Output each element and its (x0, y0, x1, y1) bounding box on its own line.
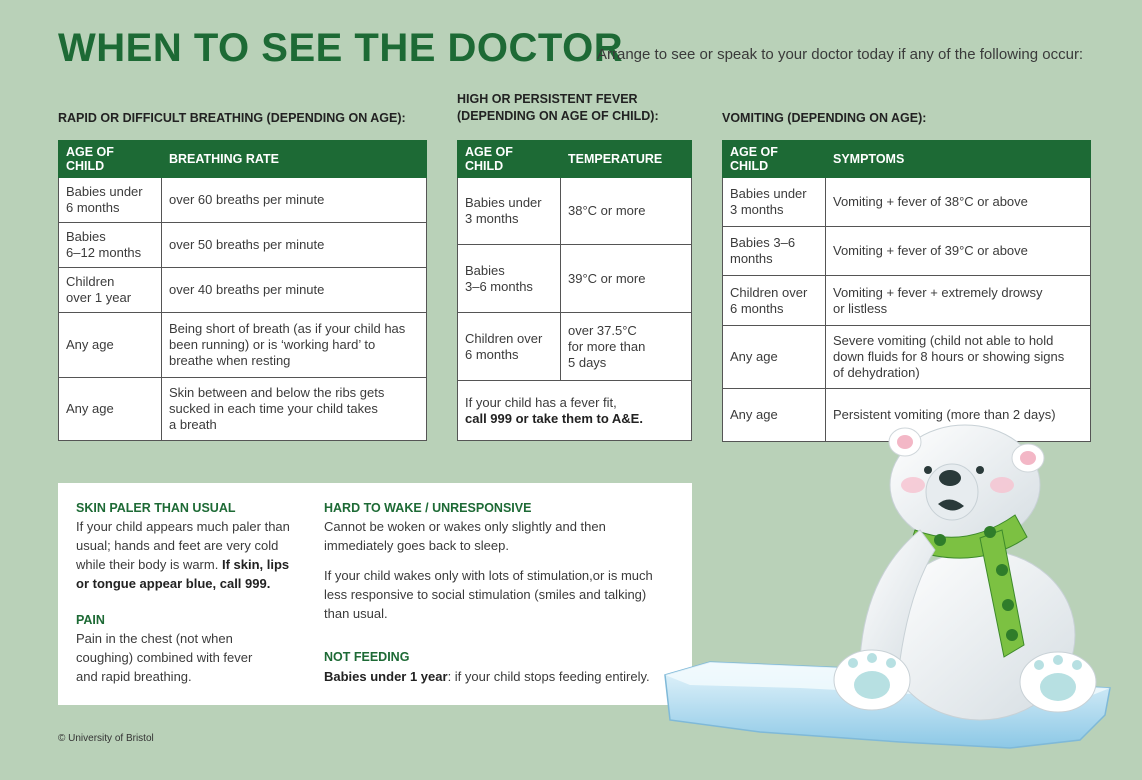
table-row (59, 268, 427, 313)
value-cell: 38°C or more (561, 178, 692, 245)
feeding-text-bold: Babies under 1 year (324, 669, 448, 684)
copyright: © University of Bristol (58, 733, 154, 744)
age-cell: Children over 1 year (59, 268, 162, 313)
table-row (458, 313, 692, 381)
wake-text-2: If your child wakes only with lots of stimulation,or is much less responsive to social stimulation (smiles and talking) than usual. (324, 568, 653, 621)
table-row (59, 313, 427, 378)
fever-heading (457, 91, 659, 125)
value-cell: Persistent vomiting (more than 2 days) (826, 389, 1091, 442)
column-header: TEMPERATURE (561, 141, 692, 178)
age-cell: Children over 6 months (458, 313, 561, 381)
table-row (458, 178, 692, 245)
value-cell: 39°C or more (561, 245, 692, 313)
polar-bear-on-ice-icon (650, 420, 1120, 770)
fever-note-text: If your child has a fever fit, (465, 394, 617, 410)
table-row (723, 227, 1091, 276)
page-subtitle: Arrange to see or speak to your doctor today if any of the following occur: (597, 46, 1084, 63)
fever-heading-line2: (DEPENDING ON AGE OF CHILD): (457, 109, 659, 123)
table-row (59, 178, 427, 223)
feeding-text-plain: : if your child stops feeding entirely. (447, 669, 650, 684)
value-cell: Being short of breath (as if your child has been running) or is ‘working hard’ to breathe when resting (162, 313, 427, 378)
pain-text: Pain in the chest (not when coughing) combined with fever and rapid breathing. (76, 631, 253, 684)
age-cell: Any age (59, 313, 162, 378)
wake-heading: HARD TO WAKE / UNRESPONSIVE (324, 501, 532, 515)
skin-heading: SKIN PALER THAN USUAL (76, 501, 236, 515)
breathing-table (58, 140, 427, 441)
column-header: AGE OF CHILD (59, 141, 162, 178)
breathing-heading: RAPID OR DIFFICULT BREATHING (DEPENDING ON AGE): (58, 111, 406, 125)
value-cell: Severe vomiting (child not able to hold down fluids for 8 hours or showing signs of dehydration) (826, 326, 1091, 389)
feeding-text (324, 667, 684, 686)
table-row (723, 178, 1091, 227)
table-row (59, 378, 427, 441)
fever-note-bold: call 999 or take them to A&E. (465, 410, 643, 426)
value-cell: Vomiting + fever of 39°C or above (826, 227, 1091, 276)
age-cell: Babies under 6 months (59, 178, 162, 223)
fever-heading-line1: HIGH OR PERSISTENT FEVER (457, 92, 638, 106)
info-box (58, 483, 692, 705)
age-cell: Babies 3–6 months (458, 245, 561, 313)
skin-text-plain: If your child appears much paler than usual; hands and feet are very cold while their body is warm. (76, 519, 290, 572)
age-cell: Babies under 3 months (458, 178, 561, 245)
table-header-row (59, 141, 427, 178)
wake-text-1: Cannot be woken or wakes only slightly and then immediately goes back to sleep. (324, 519, 606, 553)
column-header: BREATHING RATE (162, 141, 427, 178)
value-cell: Vomiting + fever of 38°C or above (826, 178, 1091, 227)
value-cell: over 60 breaths per minute (162, 178, 427, 223)
column-header: AGE OF CHILD (723, 141, 826, 178)
page-title: WHEN TO SEE THE DOCTOR (58, 26, 624, 70)
value-cell: over 50 breaths per minute (162, 223, 427, 268)
age-cell: Any age (723, 389, 826, 442)
value-cell: over 37.5°C for more than 5 days (561, 313, 692, 381)
pain-heading: PAIN (76, 613, 105, 627)
age-cell: Any age (723, 326, 826, 389)
skin-text (76, 517, 304, 593)
fever-table (457, 140, 692, 441)
value-cell: over 40 breaths per minute (162, 268, 427, 313)
age-cell: Any age (59, 378, 162, 441)
column-header: SYMPTOMS (826, 141, 1091, 178)
value-cell: Vomiting + fever + extremely drowsy or listless (826, 276, 1091, 326)
vomiting-table (722, 140, 1091, 442)
table-header-row (458, 141, 692, 178)
table-row (723, 276, 1091, 326)
age-cell: Children over 6 months (723, 276, 826, 326)
age-cell: Babies 6–12 months (59, 223, 162, 268)
table-header-row (723, 141, 1091, 178)
column-header: AGE OF CHILD (458, 141, 561, 178)
feeding-heading: NOT FEEDING (324, 650, 410, 664)
table-row (458, 245, 692, 313)
age-cell: Babies under 3 months (723, 178, 826, 227)
table-row (59, 223, 427, 268)
table-row (723, 326, 1091, 389)
vomiting-heading: VOMITING (DEPENDING ON AGE): (722, 111, 927, 125)
age-cell: Babies 3–6 months (723, 227, 826, 276)
value-cell: Skin between and below the ribs gets sucked in each time your child takes a breath (162, 378, 427, 441)
skin-text-bold: If skin, lips or tongue appear blue, call 999. (76, 557, 290, 591)
